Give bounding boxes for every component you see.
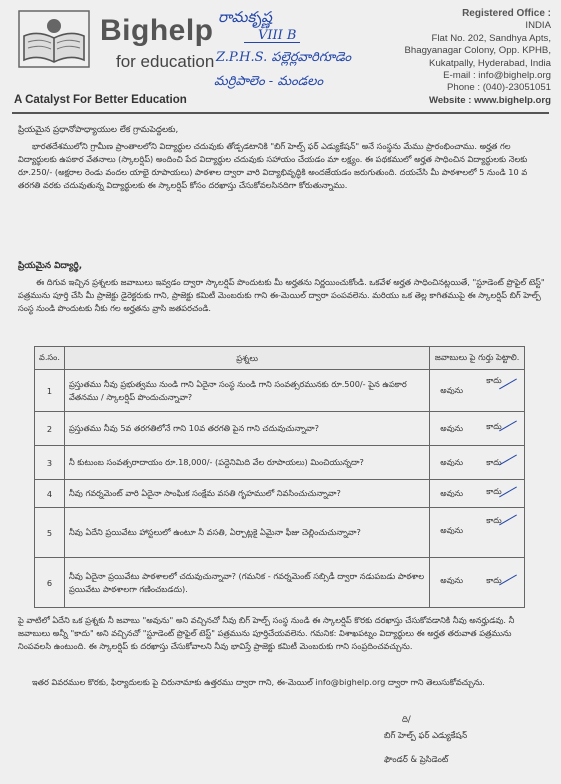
question-text: నీ కుటుంబ సంవత్సరాదాయం రూ.18,000/- (పద్దెనిమిది వేల రూపాయలు) మించియున్నదా? <box>64 446 429 480</box>
office-line: Kukatpally, Hyderabad, India <box>429 57 551 69</box>
answer-no[interactable]: కాదు <box>486 487 502 496</box>
brand-name: Bighelp <box>100 14 214 47</box>
tick-mark-icon <box>495 508 517 526</box>
col-question-header: ప్రశ్నలు <box>64 347 429 370</box>
answer-yes[interactable]: అవును <box>440 526 464 535</box>
answer-yes[interactable]: అవును <box>440 576 464 585</box>
answer-no[interactable]: కాదు <box>486 458 502 467</box>
handwritten-mandal: మర్రిపాలెం - మండలం <box>214 74 324 89</box>
answer-cell[interactable] <box>430 412 525 446</box>
office-line: INDIA <box>525 20 551 32</box>
answer-yes[interactable]: అవును <box>440 386 464 395</box>
answer-no[interactable]: కాదు <box>486 576 502 585</box>
row-number: 3 <box>35 446 65 480</box>
col-answer-header: జవాబులు పై గుర్తు పెట్టాలి. <box>430 347 525 370</box>
salutation-headmaster: ప్రియమైన ప్రధానోపాధ్యాయుల లేక గ్రామపెద్దలకు, <box>18 125 179 135</box>
question-text: ప్రస్తుతము నీవు ప్రభుత్వము నుండి గాని ఏదైనా సంస్థ నుండి గాని సంవత్సరమునకు రూ.500/- పైన ఉపకార వేతనము / స్కాలర్షిప్ పొందుచున్నావా? <box>64 370 429 412</box>
question-text: నీవు ఏదేని ప్రయివేటు హాస్టలులో ఉంటూ నీ వసతి, ఏర్పాట్లకై ఏమైనా ఫీజు చెల్లించుచున్నావా? <box>64 508 429 558</box>
tick-mark-icon <box>495 480 517 498</box>
tick-mark-icon <box>495 448 517 466</box>
question-text: నీవు గవర్నమెంట్ వారి ఏదైనా సాంఘిక సంక్షేమ వసతి గృహములో నివసించుచున్నావా? <box>64 480 429 508</box>
office-title: Registered Office : <box>462 8 551 19</box>
answer-cell[interactable] <box>430 370 525 412</box>
handwritten-class: VIII B <box>258 28 297 43</box>
office-line: Bhagyanagar Colony, Opp. KPHB, <box>404 45 551 57</box>
handwritten-school: Z.P.H.S. పల్లెర్లవారిగూడెం <box>216 50 352 65</box>
tick-mark-icon <box>495 568 517 586</box>
row-number: 2 <box>35 412 65 446</box>
tagline: A Catalyst For Better Education <box>14 94 187 106</box>
table-row <box>35 508 525 558</box>
table-row <box>35 480 525 508</box>
signature-mark: ది/ <box>402 714 411 724</box>
answer-cell[interactable] <box>430 558 525 608</box>
answer-cell[interactable] <box>430 446 525 480</box>
answer-yes[interactable]: అవును <box>440 489 464 498</box>
answer-yes[interactable]: అవును <box>440 424 464 433</box>
salutation-student: ప్రియమైన విద్యార్థి, <box>18 261 83 271</box>
answer-no[interactable]: కాదు <box>486 516 502 525</box>
answer-cell[interactable] <box>430 480 525 508</box>
row-number: 5 <box>35 508 65 558</box>
row-number: 4 <box>35 480 65 508</box>
answer-no[interactable]: కాదు <box>486 422 502 431</box>
table-row <box>35 412 525 446</box>
tick-mark-icon <box>495 414 517 432</box>
table-row <box>35 558 525 608</box>
eligibility-note-paragraph: పై వాటిలో ఏదేని ఒక ప్రశ్నకు నీ జవాబు "అవును" అని వచ్చినచో నీవు బిగ్ హెల్ప్ సంస్థ నుండి ఈ స్కాలర్షిప్ కొరకు దరఖాస్తు చేసుకోవడానికి నీవు అనర్హుడవు. నీ జవాబులు అన్నీ "కాదు" అని వచ్చినచో "స్టూడెంట్ ప్రొఫైల్ టెస్ట్" పత్రమును పూర్తిచేయవలెను. గమనిక: విశాఖపట్నం విద్యార్థులు ఈ అర్హత తరువాత పత్రమును నింపవలసి ఉంటుంది. ఈ స్కాలర్షిప్ కు దరఖాస్తు చేసుకోవాలని నీవు భావిస్తే ప్రాజెక్టు కమిటీ మెంబరుకు గాని సంప్రదించవచ్చును. <box>18 615 515 651</box>
office-email: E-mail : info@bighelp.org <box>443 70 551 82</box>
brand-subtitle: for education <box>116 52 215 71</box>
question-text: నీవు ఏదైనా ప్రయివేటు పాఠశాలలో చదువుచున్నావా? (గమనిక - గవర్నమెంట్ సబ్సిడీ ద్వారా నడుపబడు పాఠశాల ప్రయివేటు పాఠశాలగా గణించబడదు). <box>64 558 429 608</box>
book-logo-icon <box>18 10 90 68</box>
col-serial-header: వ.సం. <box>35 347 65 370</box>
table-header-row <box>35 347 525 370</box>
signatory-organization: బిగ్ హెల్ప్ ఫర్ ఎడ్యుకేషన్ <box>384 730 468 740</box>
answer-cell[interactable] <box>430 508 525 558</box>
answer-no[interactable]: కాదు <box>486 376 502 385</box>
table-row <box>35 446 525 480</box>
row-number: 1 <box>35 370 65 412</box>
office-line: Flat No. 202, Sandhya Apts, <box>431 32 551 44</box>
office-phone: Phone : (040)-23051051 <box>446 82 551 94</box>
question-text: ప్రస్తుతము నీవు 5వ తరగతిలోనే గాని 10వ తరగతి పైన గాని చదువుచున్నావా? <box>64 412 429 446</box>
office-website: Website : www.bighelp.org <box>428 94 551 106</box>
table-row <box>35 370 525 412</box>
instructions-paragraph: ఈ దిగువ ఇచ్చిన ప్రశ్నలకు జవాబులు ఇవ్వడం ద్వారా స్కాలర్షిప్ పొందుటకు మీ అర్హతను నిర్ణయించుకోండి. ఒకవేళ అర్హత సాధించినట్లయితే, "స్టూడెంట్ ప్రొఫైల్ టెస్ట్" పత్రమును పూర్తి చేసి మీ ప్రాజెక్టు డైరెక్టరుకు గాని, ప్రాజెక్టు కమిటీ మెంబరుకు గాని ఈ-మెయిల్ ద్వారా పంపవలెను. మరియు ఒక తెల్ల కాగితముపై ఈ స్కాలర్షిప్ బిగ్ హెల్ప్ సంస్థ నుండి పొందుటకు నీకు గల అర్హతను వ్రాసి జతపరచండి. <box>18 277 545 313</box>
answer-yes[interactable]: అవును <box>440 458 464 467</box>
registered-office-block <box>361 8 551 107</box>
handwritten-name: రామకృష్ణ <box>218 8 272 26</box>
signatory-title: ఫౌండర్ & ప్రెసిడెంట్ <box>384 754 449 764</box>
intro-paragraph: భారతదేశములోని గ్రామీణ ప్రాంతాలలోని విద్యార్థుల చదువుకు తోడ్పడటానికి "బిగ్ హెల్ప్ ఫర్ ఎడ్యుకేషన్" అనే సంస్థను మేము ప్రారంభించాము. అర్హత గల విద్యార్థులకు ఉపకార వేతనాలు (స్కాలర్షిప్) అందించి పేద విద్యార్థుల చదువుకు సహాయం చేయడం మా లక్ష్యం. ఈ పథకములో అర్హత సాధించిన విద్యార్థులకు నెలకు రూ.250/- (అక్షరాల రెండు వందల యాభై రూపాయలు) పాఠశాల ద్వారా వారి విద్యాభివృద్ధికి అందజేయడం జరుగుతుంది. దయచేసి మీ పాఠశాలలో 5 నుండి 10 వ తరగతి వరకు చదువుతున్న విద్యార్థులకు ఈ స్కాలర్షిప్ కోసం దరఖాస్తు చేసుకోవలసినదిగా కోరుతున్నాము. <box>18 141 528 190</box>
eligibility-table <box>34 346 525 608</box>
tick-mark-icon <box>495 372 517 390</box>
row-number: 6 <box>35 558 65 608</box>
contact-paragraph: ఇతర వివరముల కొరకు, ఫిర్యాదులకు పై చిరునామాకు ఉత్తరము ద్వారా గాని, ఈ-మెయిల్ info@bighelp.org ద్వారా గాని తెలుసుకోవచ్చును. <box>32 677 485 687</box>
header-divider <box>12 112 549 114</box>
